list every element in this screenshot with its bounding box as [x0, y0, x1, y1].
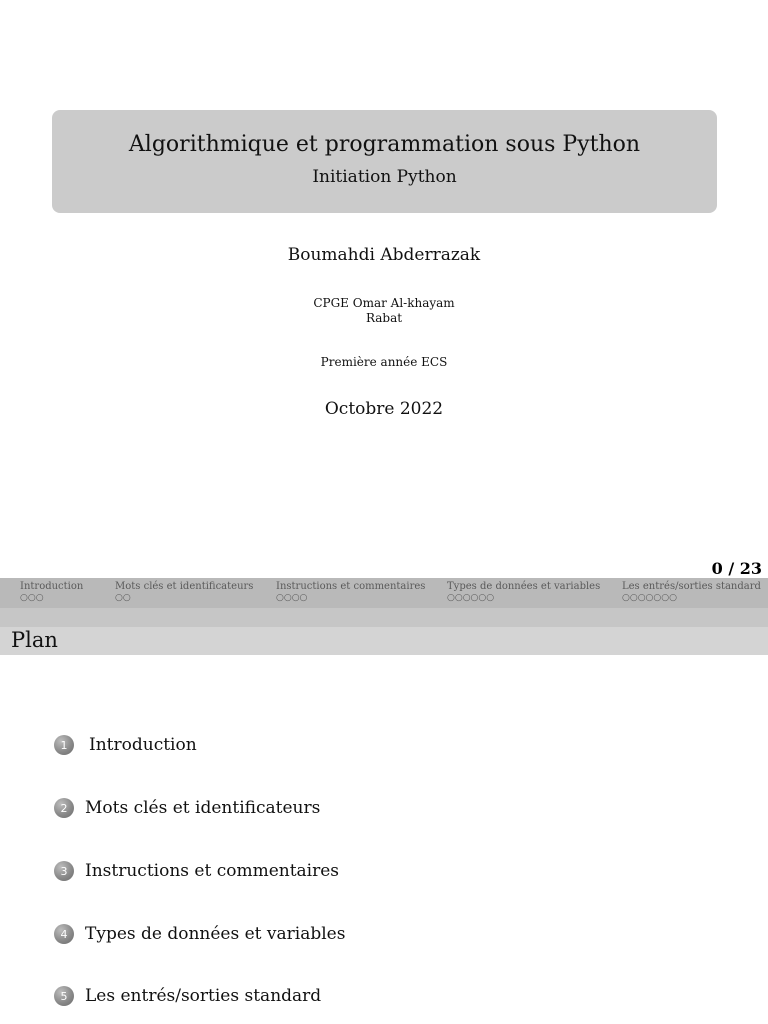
toc-item-instructions[interactable]	[54, 861, 339, 881]
nav-subsection-dots[interactable]: ○○○○	[276, 593, 308, 603]
toc-item-entrees-sorties[interactable]	[54, 986, 321, 1006]
toc-number-ball: 1	[54, 735, 74, 755]
nav-subsection-dots[interactable]: ○○	[115, 593, 131, 603]
class-year: Première année ECS	[320, 355, 448, 369]
toc-item-label[interactable]: Les entrés/sorties standard	[85, 986, 322, 1006]
toc-number-ball: 5	[54, 986, 74, 1006]
toc-item-label[interactable]: Introduction	[89, 735, 197, 755]
institution-name: CPGE Omar Al-khayam	[313, 296, 455, 310]
presentation-title: Algorithmique et programmation sous Python	[128, 132, 641, 157]
section-navigation-bar	[0, 578, 768, 608]
title-block	[52, 110, 717, 213]
toc-number-ball: 2	[54, 798, 74, 818]
nav-section-label[interactable]: Mots clés et identificateurs	[115, 581, 254, 592]
nav-section-types[interactable]	[447, 581, 600, 604]
toc-item-label[interactable]: Types de données et variables	[85, 924, 346, 944]
toc-item-label[interactable]: Instructions et commentaires	[85, 861, 340, 881]
toc-item-label[interactable]: Mots clés et identificateurs	[85, 798, 321, 818]
nav-section-instructions[interactable]	[276, 581, 425, 604]
nav-subsection-dots[interactable]: ○○○○○○	[447, 593, 495, 603]
presentation-date: Octobre 2022	[324, 399, 444, 419]
nav-section-entrees-sorties[interactable]	[622, 581, 761, 604]
nav-section-mots-cles[interactable]	[115, 581, 253, 604]
toc-item-introduction[interactable]	[54, 735, 197, 755]
institution	[0, 296, 768, 326]
toc-number-ball: 4	[54, 924, 74, 944]
author-name: Boumahdi Abderrazak	[287, 245, 481, 265]
frame-title-bar	[0, 627, 768, 655]
toc-item-mots-cles[interactable]	[54, 798, 320, 818]
nav-subsection-dots[interactable]: ○○○○○○○	[622, 593, 677, 603]
presentation-subtitle: Initiation Python	[312, 167, 457, 187]
nav-section-label[interactable]: Types de données et variables	[447, 581, 601, 592]
nav-section-label[interactable]: Les entrés/sorties standard	[622, 581, 761, 592]
toc-number-ball: 3	[54, 861, 74, 881]
toc-item-types[interactable]	[54, 924, 345, 944]
subsection-bar	[0, 608, 768, 627]
nav-section-label[interactable]: Introduction	[20, 581, 84, 592]
page-counter: 0 / 23	[711, 559, 762, 578]
frame-title: Plan	[11, 628, 58, 652]
institution-city: Rabat	[365, 311, 403, 325]
nav-section-label[interactable]: Instructions et commentaires	[276, 581, 426, 592]
nav-section-introduction[interactable]	[20, 581, 83, 604]
nav-subsection-dots[interactable]: ○○○	[20, 593, 44, 603]
